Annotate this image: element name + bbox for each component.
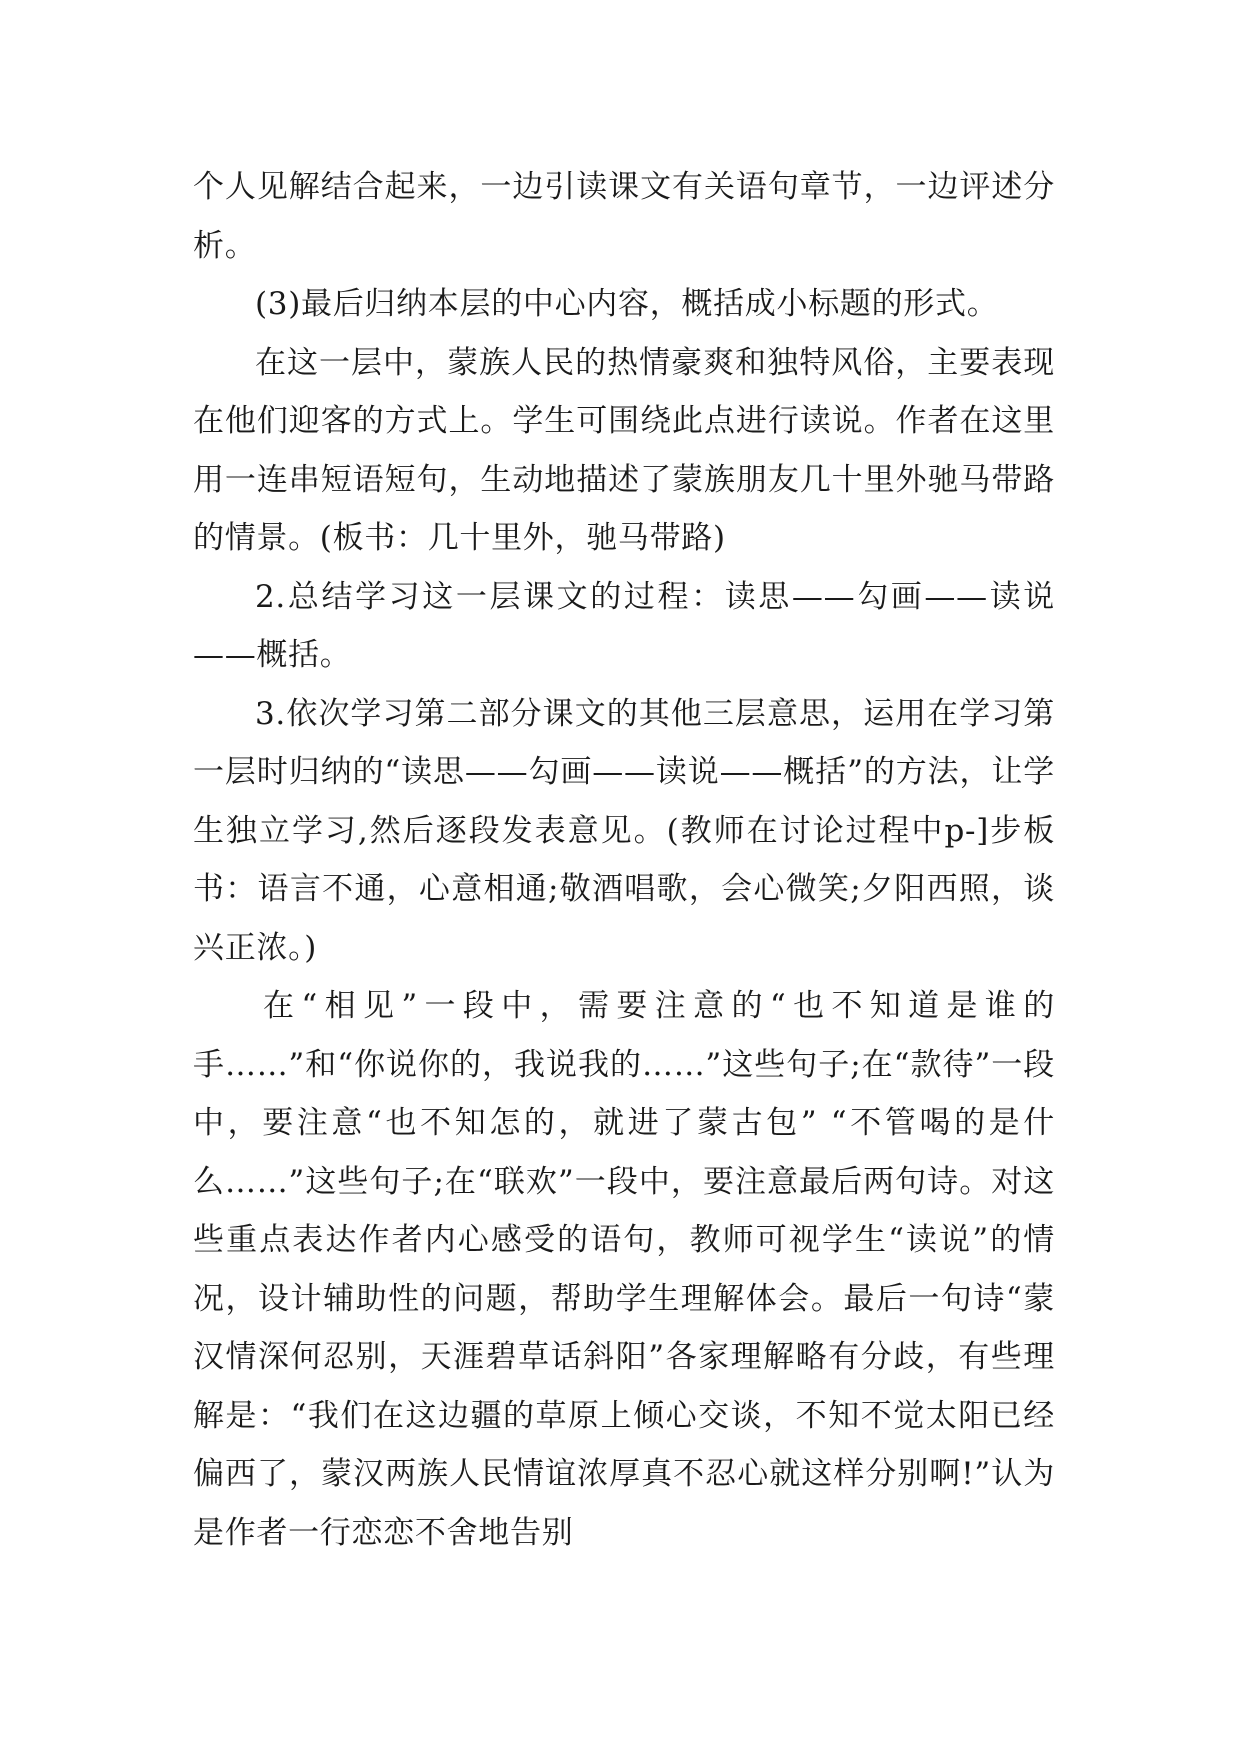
paragraph-step-3: (3)最后归纳本层的中心内容，概括成小标题的形式。 (255, 286, 999, 322)
paragraph-study-3: 3.依次学习第二部分课文的其他三层意思，运用在学习第一层时归纳的“读思——勾画——读说——概括”的方法，让学生独立学习,然后逐段发表意见。(教师在讨论过程中p-]步板书：语言不通，心意相通;敬酒唱歌，会心微笑;夕阳西照，谈兴正浓。) (193, 695, 1055, 966)
paragraph-continuation: 个人见解结合起来，一边引读课文有关语句章节，一边评述分析。 (193, 169, 1055, 264)
document-body (193, 158, 1055, 1562)
paragraph-first-layer: 在这一层中，蒙族人民的热情豪爽和独特风俗，主要表现在他们迎客的方式上。学生可围绕此点进行读说。作者在这里用一连串短语短句，生动地描述了蒙族朋友几十里外驰马带路的情景。(板书：几十里外，驰马带路) (193, 344, 1055, 556)
paragraph-key-sentences: 在“相见”一段中，需要注意的“也不知道是谁的手……”和“你说你的，我说我的……”这些句子;在“款待”一段中，要注意“也不知怎的，就进了蒙古包” “不管喝的是什么……”这些句子;在“联欢”一段中，要注意最后两句诗。对这些重点表达作者内心感受的语句，教师可视学生“读说”的情况，设计辅助性的问题，帮助学生理解体会。最后一句诗“蒙汉情深何忍别，天涯碧草话斜阳”各家理解略有分歧，有些理解是：“我们在这边疆的草原上倾心交谈，不知不觉太阳已经偏西了，蒙汉两族人民情谊浓厚真不忍心就这样分别啊!”认为是作者一行恋恋不舍地告别 (193, 988, 1055, 1551)
paragraph-summary-2: 2.总结学习这一层课文的过程：读思——勾画——读说——概括。 (193, 578, 1055, 673)
